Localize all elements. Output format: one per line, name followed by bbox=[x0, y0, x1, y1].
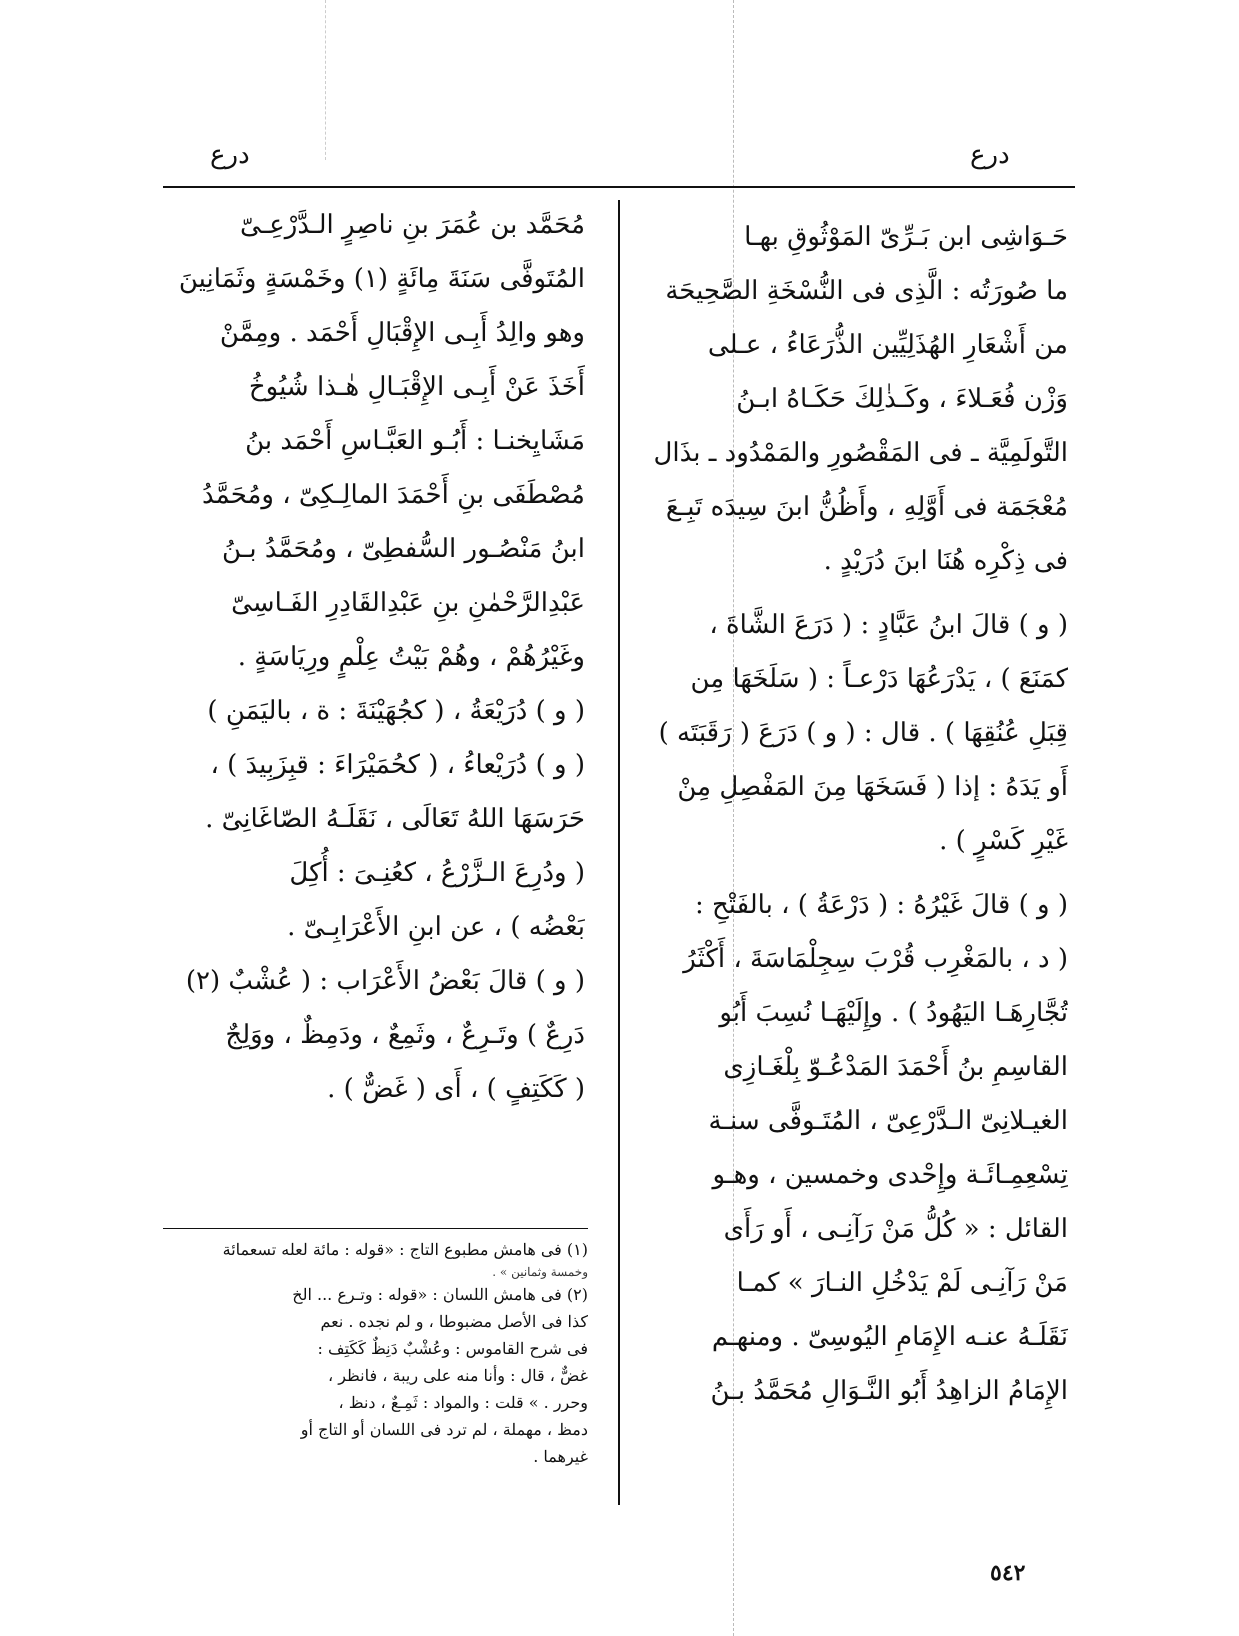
text-line: ( و ) دُرَيْعاءُ ، ( كحُمَيْرَاءَ : قبِزَبِيدَ ) ، bbox=[210, 750, 585, 780]
text-line: كمَنَعَ ) ، يَدْرَعُهَا دَرْعـاً : ( سَلَخَهَا مِن bbox=[690, 664, 1068, 694]
text-line: ( و ) قالَ غَيْرُهُ : ( دَرْعَةُ ) ، بالفَتْحِ : bbox=[694, 890, 1068, 920]
text-line: ( و ) قالَ ابنُ عَبَّادٍ : ( دَرَعَ الشَّاةَ ، bbox=[709, 610, 1068, 640]
text-line: الإِمَامُ الزاهِدُ أَبُو النَّـوَالِ مُحَمَّدُ بـنُ bbox=[710, 1376, 1068, 1406]
left-column bbox=[163, 198, 585, 1116]
paragraph-gap bbox=[652, 868, 1068, 878]
footnote-line: (١) فى هامش مطبوع التاج : «قوله : مائة لعله تسعمائة bbox=[222, 1240, 588, 1259]
text-line: التَّولَمِيَّة ـ فى المَقْصُورِ والمَمْدُود ـ بذَال bbox=[653, 438, 1068, 468]
text-line: عَبْدِالرَّحْمٰنِ بنِ عَبْدِالقَادِرِ الفَـاسِىّ bbox=[231, 588, 585, 618]
text-line: غَيْرِ كَسْرٍ ) . bbox=[939, 826, 1068, 856]
text-line: وغَيْرُهُمْ ، وهُمْ بَيْتُ عِلْمٍ ورِيَاسَةٍ . bbox=[237, 642, 585, 672]
column-separator bbox=[618, 200, 620, 1505]
paragraph-gap bbox=[652, 588, 1068, 598]
text-line: تُجَّارِهَـا اليَهُودُ ) . وإِلَيْهَـا نُسِبَ أَبُو bbox=[719, 998, 1068, 1028]
text-line: ( و ) قالَ بَعْضُ الأَعْرَاب : ( عُشْبٌ (٢) bbox=[185, 966, 585, 996]
text-line: القائل : « كُلُّ مَنْ رَآنِـى ، أَو رَأَى bbox=[723, 1214, 1068, 1244]
right-column bbox=[652, 210, 1068, 1418]
footnote-line: غضٌّ ، قال : وأنا منه على ريبة ، فانظر ، bbox=[327, 1366, 588, 1385]
text-line: ( و ) دُرَيْعَةُ ، ( كجُهَيْنَةَ : ة ، باليَمَنِ ) bbox=[207, 696, 585, 726]
text-line: وَزْن فُعَـلاءَ ، وكَـذٰلِكَ حَكَـاهُ ابـنُ bbox=[736, 384, 1068, 414]
text-line: أَو يَدَهُ : إذا ( فَسَخَهَا مِنَ المَفْصِلِ مِنْ bbox=[677, 772, 1068, 802]
footnote-line: فى شرح القاموس : وعُشْبٌ دَنِظٌ كَكَتِف : bbox=[317, 1339, 588, 1358]
text-line: ما صُورَتُه : الَّذِى فى النُّسْخَةِ الصَّحِيحَة bbox=[665, 276, 1068, 306]
text-line: تِسْعِمِـائَـة وإِحْدى وخمسين ، وهـو bbox=[712, 1160, 1068, 1190]
text-line: نَقَلَـهُ عنـه الإِمَامِ اليُوسِىّ . ومنهـم bbox=[711, 1322, 1068, 1352]
text-line: مُصْطَفَى بنِ أَحْمَدَ المالِـكِىّ ، ومُحَمَّدُ bbox=[202, 480, 585, 510]
text-line: القاسِمِ بنُ أَحْمَدَ المَدْعُـوّ بِلْغَـازِى bbox=[723, 1052, 1068, 1082]
text-line: حَـوَاشِى ابن بَـرِّىّ المَوْثُوقِ بهـا bbox=[744, 222, 1068, 252]
text-line: المُتَوفَّى سَنَةَ مِائَةٍ (١) وخَمْسَةٍ وثَمَانِينَ bbox=[178, 264, 585, 294]
text-line: الغيـلانِىّ الـدَّرْعِىّ ، المُتَـوفَّى سنـة bbox=[708, 1106, 1068, 1136]
text-line: أَخَذَ عَنْ أَبِـى الإِقْبَـالِ هٰـذا شُيُوخُ bbox=[248, 372, 585, 402]
header-left: درع bbox=[210, 140, 250, 170]
footnote-line: دمظ ، مهملة ، لم ترد فى اللسان أو التاج أو bbox=[300, 1420, 588, 1439]
text-line: وهو والِدُ أَبِـى الإِقْبَالِ أَحْمَد . ومِمَّنْ bbox=[219, 318, 585, 348]
footnote-line: غيرهما . bbox=[533, 1447, 588, 1466]
page-number: ٥٤٢ bbox=[990, 1560, 1026, 1586]
text-line: حَرَسَهَا اللهُ تَعَالَى ، نَقَلَـهُ الصّاغَانِىّ . bbox=[205, 804, 585, 834]
footnote-line: وخمسة وثمانين » . bbox=[492, 1265, 588, 1279]
text-line: بَعْضُه ) ، عن ابنِ الأَعْرَابِـىّ . bbox=[287, 912, 585, 942]
text-line: مُحَمَّد بن عُمَرَ بنِ ناصِرٍ الـدَّرْعِـىّ bbox=[239, 210, 585, 240]
footnote-line: كذا فى الأصل مضبوطا ، و لم نجده . نعم bbox=[320, 1312, 588, 1331]
text-line: قِبَلِ عُنُقِهَا ) . قال : ( و ) دَرَعَ ( رَقَبَتَه ) bbox=[658, 718, 1068, 748]
footnote-line: وحرر . » قلت : والمواد : ثَمِـعٌ ، دنظ ، bbox=[338, 1393, 588, 1412]
text-line: ( كَكَتِفٍ ) ، أَى ( غَضٌّ ) . bbox=[327, 1074, 585, 1104]
text-line: مُعْجَمَة فى أَوَّلِهِ ، وأَظُنُّ ابنَ سِيدَه تَبِـعَ bbox=[665, 492, 1068, 522]
text-line: ( ودُرِعَ الـزَّرْعُ ، كعُنِـىَ : أُكِلَ bbox=[289, 858, 585, 888]
header-right: درع bbox=[970, 140, 1010, 170]
footnote-rule bbox=[163, 1228, 588, 1229]
text-line: ابنُ مَنْصُـور السُّفطِىّ ، ومُحَمَّدُ بـنُ bbox=[222, 534, 585, 564]
footnote-line: (٢) فى هامش اللسان : «قوله : وتـرع ... الخ bbox=[292, 1285, 588, 1304]
scan-fold-line-top bbox=[325, 0, 326, 160]
text-line: ( د ، بالمَغْرِب قُرْبَ سِجِلْمَاسَةَ ، أَكْثَرُ bbox=[683, 944, 1068, 974]
text-line: من أَشْعَارِ الهُذَلِيِّين الذُّرَعَاءُ ، عـلى bbox=[707, 330, 1068, 360]
text-line: فى ذِكْرِه هُنَا ابنَ دُرَيْدٍ . bbox=[823, 546, 1068, 576]
footnotes bbox=[163, 1236, 588, 1470]
text-line: مَنْ رَآنِـى لَمْ يَدْخُلِ النـارَ » كمـا bbox=[736, 1268, 1068, 1298]
text-line: دَرِعٌ ) وتَـرِعٌ ، وثَمِعٌ ، ودَمِظٌ ، ووَلِجٌ bbox=[225, 1020, 585, 1050]
header-rule bbox=[163, 186, 1075, 188]
text-line: مَشَايِخنـا : أَبُـو العَبَّـاسِ أَحْمَد بنُ bbox=[245, 426, 585, 456]
